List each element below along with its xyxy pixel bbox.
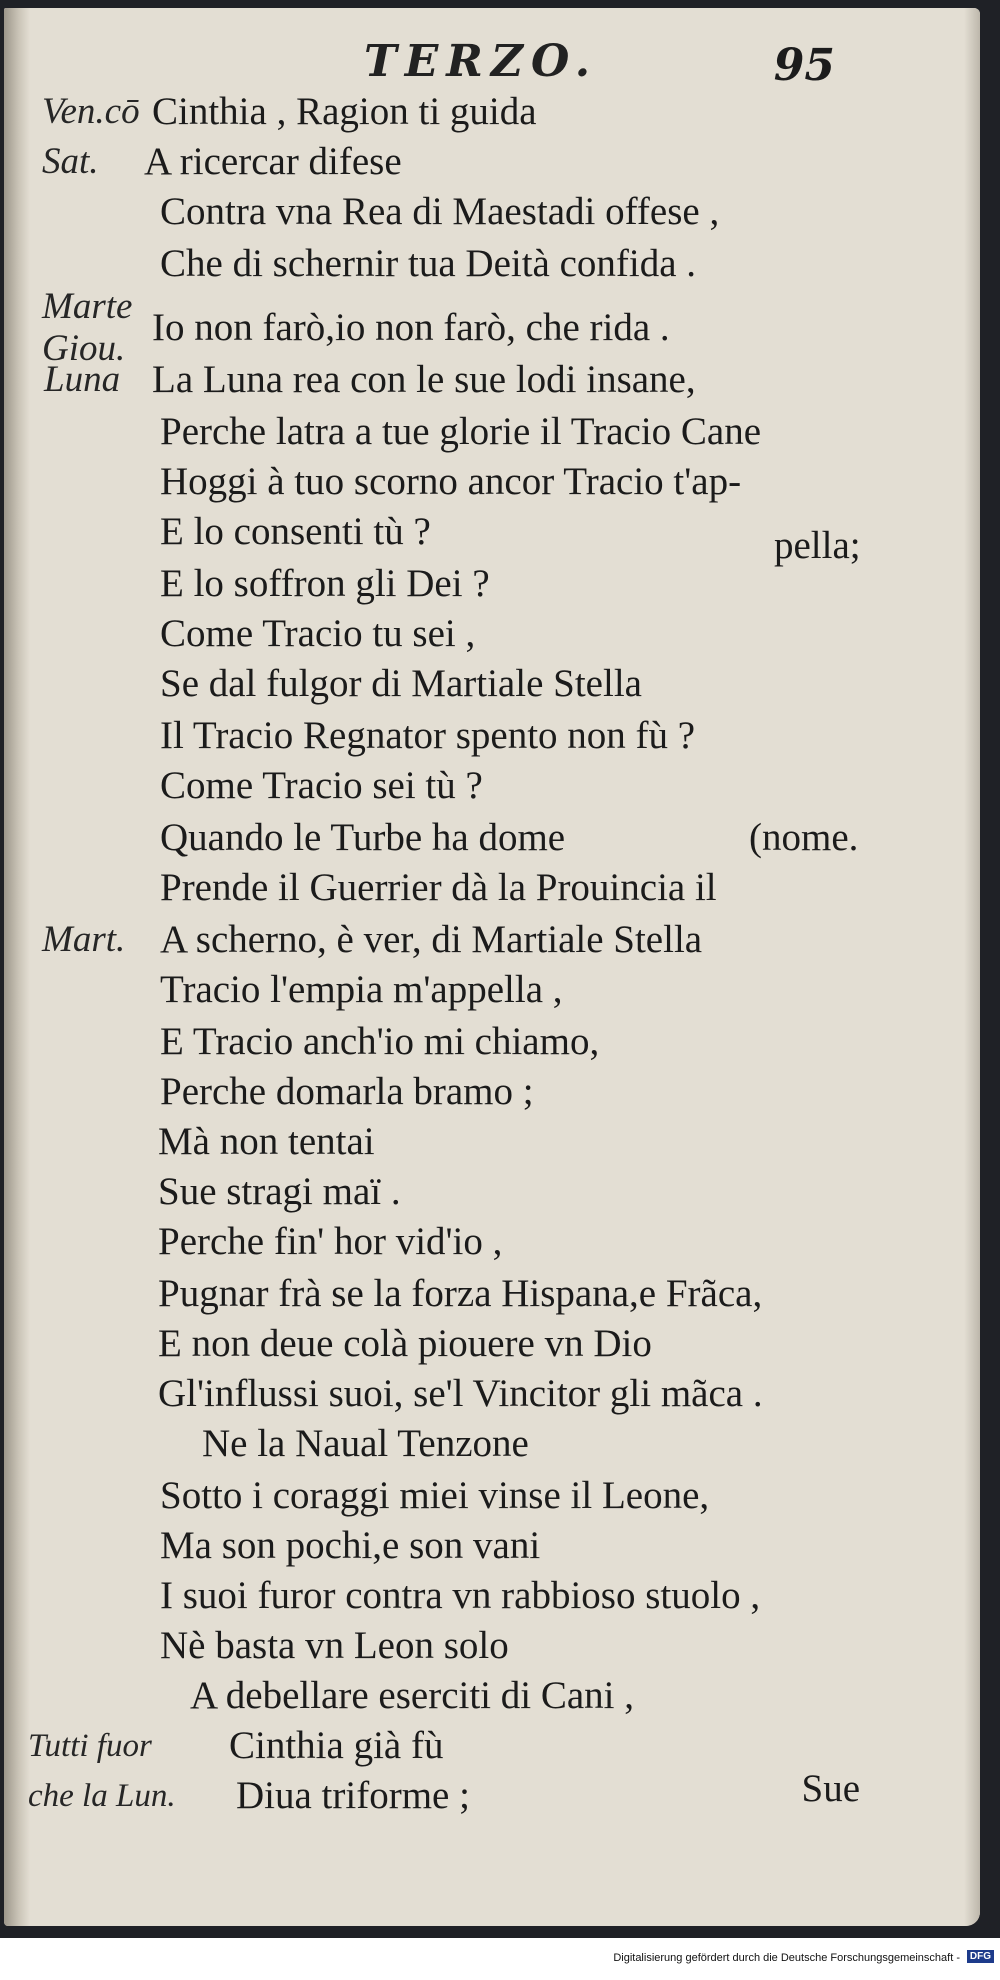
verse-text: A debellare eserciti di Cani , bbox=[190, 1674, 635, 1717]
verse-line bbox=[4, 408, 980, 456]
verse-text: Pugnar frà se la forza Hispana,e Frãca, bbox=[158, 1272, 763, 1315]
turnover-text: (nome. bbox=[749, 816, 859, 859]
verse-text: Se dal fulgor di Martiale Stella bbox=[160, 662, 642, 705]
verse-text: E lo consenti tù ? bbox=[160, 510, 431, 553]
verse-line bbox=[4, 1118, 980, 1166]
verse-text: Hoggi à tuo scorno ancor Tracio t'ap- bbox=[160, 460, 742, 503]
verse-text: Cinthia , Ragion ti guida bbox=[152, 90, 537, 133]
verse-text: E lo soffron gli Dei ? bbox=[160, 562, 490, 605]
verse-line bbox=[4, 1472, 980, 1520]
verse-line bbox=[4, 138, 980, 186]
verse-line bbox=[4, 1168, 980, 1216]
verse-text: Quando le Turbe ha dome bbox=[160, 816, 566, 859]
page-header bbox=[4, 36, 980, 96]
verse-line bbox=[4, 660, 980, 708]
verse-line bbox=[4, 916, 980, 964]
verse-line bbox=[4, 356, 980, 404]
speaker-label: Mart. bbox=[42, 919, 126, 960]
verse-text: Perche fin' hor vid'io , bbox=[158, 1220, 503, 1263]
verse-line bbox=[4, 1270, 980, 1318]
verse-text: A ricercar difese bbox=[144, 140, 402, 183]
verse-line bbox=[4, 762, 980, 810]
verse-line bbox=[4, 1522, 980, 1570]
verse-line bbox=[4, 240, 980, 288]
verse-line bbox=[4, 610, 980, 658]
verse-text: Che di schernir tua Deità confida . bbox=[160, 242, 697, 285]
turnover-text: pella; bbox=[774, 524, 861, 567]
verse-text: Nè basta vn Leon solo bbox=[160, 1624, 509, 1667]
verse-line bbox=[4, 1068, 980, 1116]
verse-text: I suoi furor contra vn rabbioso stuolo , bbox=[160, 1574, 761, 1617]
dfg-logo: DFG bbox=[967, 1950, 994, 1963]
verse-line bbox=[4, 1320, 980, 1368]
verse-line bbox=[4, 188, 980, 236]
verse-text: Ne la Naual Tenzone bbox=[202, 1422, 529, 1465]
verse-text: Diua triforme ; bbox=[236, 1774, 470, 1817]
verse-text: Il Tracio Regnator spento non fù ? bbox=[160, 714, 696, 757]
page-number: 95 bbox=[773, 40, 835, 91]
verse-line bbox=[4, 712, 980, 760]
verse-text: Come Tracio sei tù ? bbox=[160, 764, 483, 807]
verse-line bbox=[4, 304, 980, 352]
verse-line bbox=[4, 560, 980, 608]
verse-line bbox=[4, 864, 980, 912]
verse-line bbox=[4, 1572, 980, 1620]
verse-line bbox=[4, 966, 980, 1014]
verse-text: Contra vna Rea di Maestadi offese , bbox=[160, 190, 720, 233]
verse-text: Sue stragi maï . bbox=[158, 1170, 401, 1213]
verse-line bbox=[4, 88, 980, 136]
verse-text: E Tracio anch'io mi chiamo, bbox=[160, 1020, 600, 1063]
verse-line bbox=[4, 1420, 980, 1468]
speaker-marte: Marte bbox=[42, 286, 133, 327]
verse-line bbox=[4, 1218, 980, 1266]
speaker-giove: Giou. bbox=[42, 328, 126, 369]
verse-text: Perche latra a tue glorie il Tracio Cane bbox=[160, 410, 762, 453]
speaker-label: Ven.cō bbox=[42, 91, 140, 132]
verse-line bbox=[4, 1370, 980, 1418]
verse-text: E non deue colà piouere vn Dio bbox=[158, 1322, 652, 1365]
verse-text: A scherno, è ver, di Martiale Stella bbox=[160, 918, 703, 961]
verse-text: Mà non tentai bbox=[158, 1120, 375, 1163]
verse-text: Tracio l'empia m'appella , bbox=[160, 968, 563, 1011]
speaker-label: Sat. bbox=[42, 141, 99, 182]
verse-text: Prende il Guerrier dà la Prouincia il bbox=[160, 866, 717, 909]
verse-text: La Luna rea con le sue lodi insane, bbox=[152, 358, 696, 401]
running-head: TERZO. bbox=[364, 36, 599, 87]
verse-line bbox=[4, 1672, 980, 1720]
verse-text: Ma son pochi,e son vani bbox=[160, 1524, 541, 1567]
verse-line bbox=[4, 1722, 980, 1770]
verse-text: Perche domarla bramo ; bbox=[160, 1070, 534, 1113]
verse-text: Gl'influssi suoi, se'l Vincitor gli mãca . bbox=[158, 1372, 763, 1415]
verse-text: Io non farò,io non farò, che rida . bbox=[152, 306, 670, 349]
verse-line bbox=[4, 1622, 980, 1670]
digitization-footer bbox=[0, 1938, 1000, 1980]
catchword: Sue bbox=[801, 1767, 860, 1810]
verse-text: Cinthia già fù bbox=[229, 1724, 444, 1767]
verse-line bbox=[4, 1018, 980, 1066]
verse-line bbox=[4, 508, 980, 567]
verse-line bbox=[4, 458, 980, 506]
verse-line bbox=[4, 814, 980, 862]
verse-text: Come Tracio tu sei , bbox=[160, 612, 476, 655]
verse-text: Sotto i coraggi miei vinse il Leone, bbox=[160, 1474, 710, 1517]
speaker-label: che la Lun. bbox=[28, 1778, 176, 1814]
footer-credit: Digitalisierung gefördert durch die Deutsche Forschungsgemeinschaft - bbox=[613, 1952, 960, 1964]
speaker-label: Luna bbox=[44, 359, 121, 400]
speaker-label: Tutti fuor bbox=[28, 1728, 152, 1764]
book-page bbox=[4, 8, 980, 1926]
